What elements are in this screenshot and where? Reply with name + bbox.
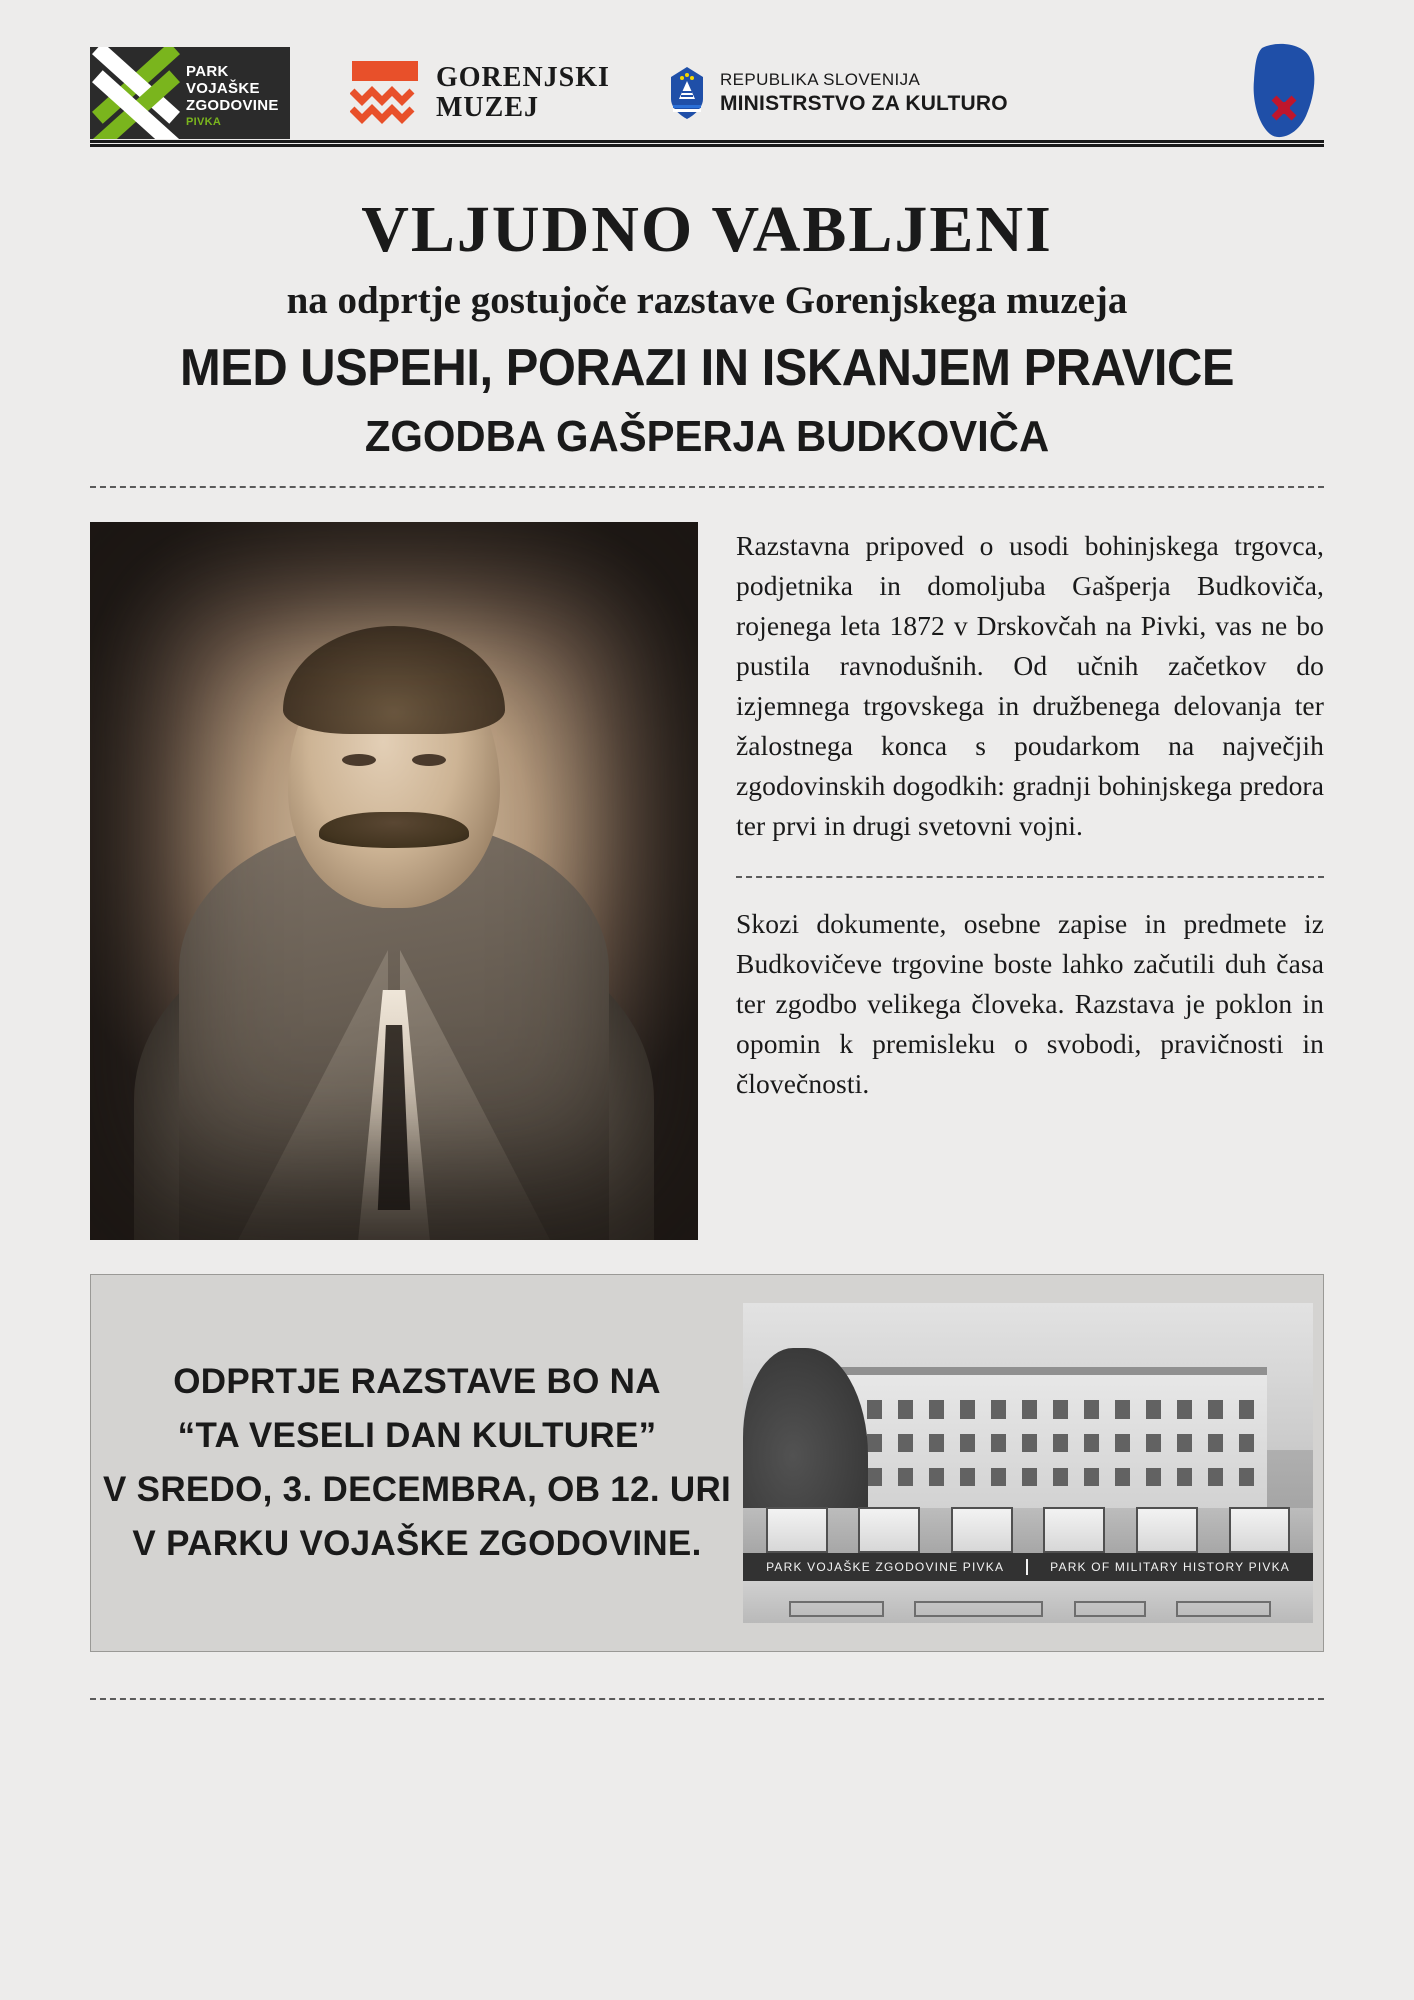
- pvz-line-1: PARK: [186, 62, 229, 80]
- pvz-logo-text: [182, 47, 290, 139]
- logo-group-left: [90, 47, 1008, 139]
- portrait-photo: [90, 522, 698, 1240]
- venue-photo: [743, 1303, 1313, 1623]
- gorenjski-line-1: GORENJSKI: [436, 61, 610, 93]
- invitation-line-4: V PARKU VOJAŠKE ZGODOVINE.: [132, 1523, 702, 1563]
- invitation-details: [91, 1275, 743, 1651]
- venue-photo-caption-band: [743, 1553, 1313, 1582]
- pvz-sub: PIVKA: [186, 115, 222, 128]
- ministry-line-2: MINISTRSTVO ZA KULTURO: [719, 91, 1008, 115]
- logo-gorenjski-muzej: [350, 59, 610, 127]
- title-subtitle: na odprtje gostujoče razstave Gorenjskega muzeja: [286, 279, 1128, 322]
- gorenjski-zigzag-icon: [350, 59, 420, 127]
- ministry-line-1: REPUBLIKA SLOVENIJA: [719, 69, 921, 89]
- paragraph-divider: [736, 876, 1324, 878]
- logo-park-vojaske-zgodovine: [90, 47, 290, 139]
- logo-bar: [90, 0, 1324, 130]
- pvz-cross-icon: [90, 47, 182, 139]
- body-paragraph-1: Razstavna pripoved o usodi bohinjskega trgovca, podjetnika in domoljuba Gašperja Budkoviča, rojenega leta 1872 v Drskovčah na Pivki, vas ne bo pustila ravnodušnih. Od učnih začetkov do izjemnega trgovskega in družbenega delovanja ter žalostnega konca s poudarkom na največjih zgodovinskih dogodkih: gradnji bohinjskega predora ter prvi in drugi svetovni vojni.: [736, 529, 1324, 841]
- footer-divider: [90, 1698, 1324, 1700]
- gorenjski-logo-text: [436, 63, 610, 123]
- slovenia-coat-of-arms-icon: [668, 65, 706, 121]
- invitation-line-3: V SREDO, 3. DECEMBRA, OB 12. URI: [103, 1469, 732, 1509]
- title-main: MED USPEHI, PORAZI IN ISKANJEM PRAVICE: [179, 338, 1235, 397]
- body-paragraph-2: Skozi dokumente, osebne zapise in predmete iz Budkovičeve trgovine boste lahko začutili duh časa ter zgodbo velikega človeka. Razstava je poklon in opomin k premisleku o svobodi, pravičnosti in človečnosti.: [736, 907, 1324, 1099]
- invitation-line-2: “TA VESELI DAN KULTURE”: [177, 1415, 657, 1455]
- title-story: ZGODBA GAŠPERJA BUDKOVIČA: [364, 411, 1050, 461]
- title-divider: [90, 486, 1324, 488]
- ministry-logo-text: [720, 70, 1008, 116]
- body-text: [736, 522, 1324, 1240]
- invitation-line-1: ODPRTJE RAZSTAVE BO NA: [173, 1361, 661, 1401]
- logo-ministrstvo-za-kulturo: [668, 65, 1008, 121]
- pvz-line-2: VOJAŠKE: [186, 79, 260, 97]
- pvz-line-3: ZGODOVINE: [186, 96, 279, 114]
- slovenia-map-ribbon-icon: [1244, 40, 1324, 145]
- title-block: [90, 193, 1324, 462]
- title-invite: VLJUDNO VABLJENI: [361, 193, 1053, 266]
- header-divider: [90, 140, 1324, 147]
- content-area: [90, 522, 1324, 1240]
- gorenjski-line-2: MUZEJ: [436, 91, 539, 123]
- venue-caption-en: PARK OF MILITARY HISTORY PIVKA: [1050, 1559, 1291, 1574]
- venue-caption-sl: PARK VOJAŠKE ZGODOVINE PIVKA: [766, 1559, 1005, 1574]
- invitation-box: [90, 1274, 1324, 1652]
